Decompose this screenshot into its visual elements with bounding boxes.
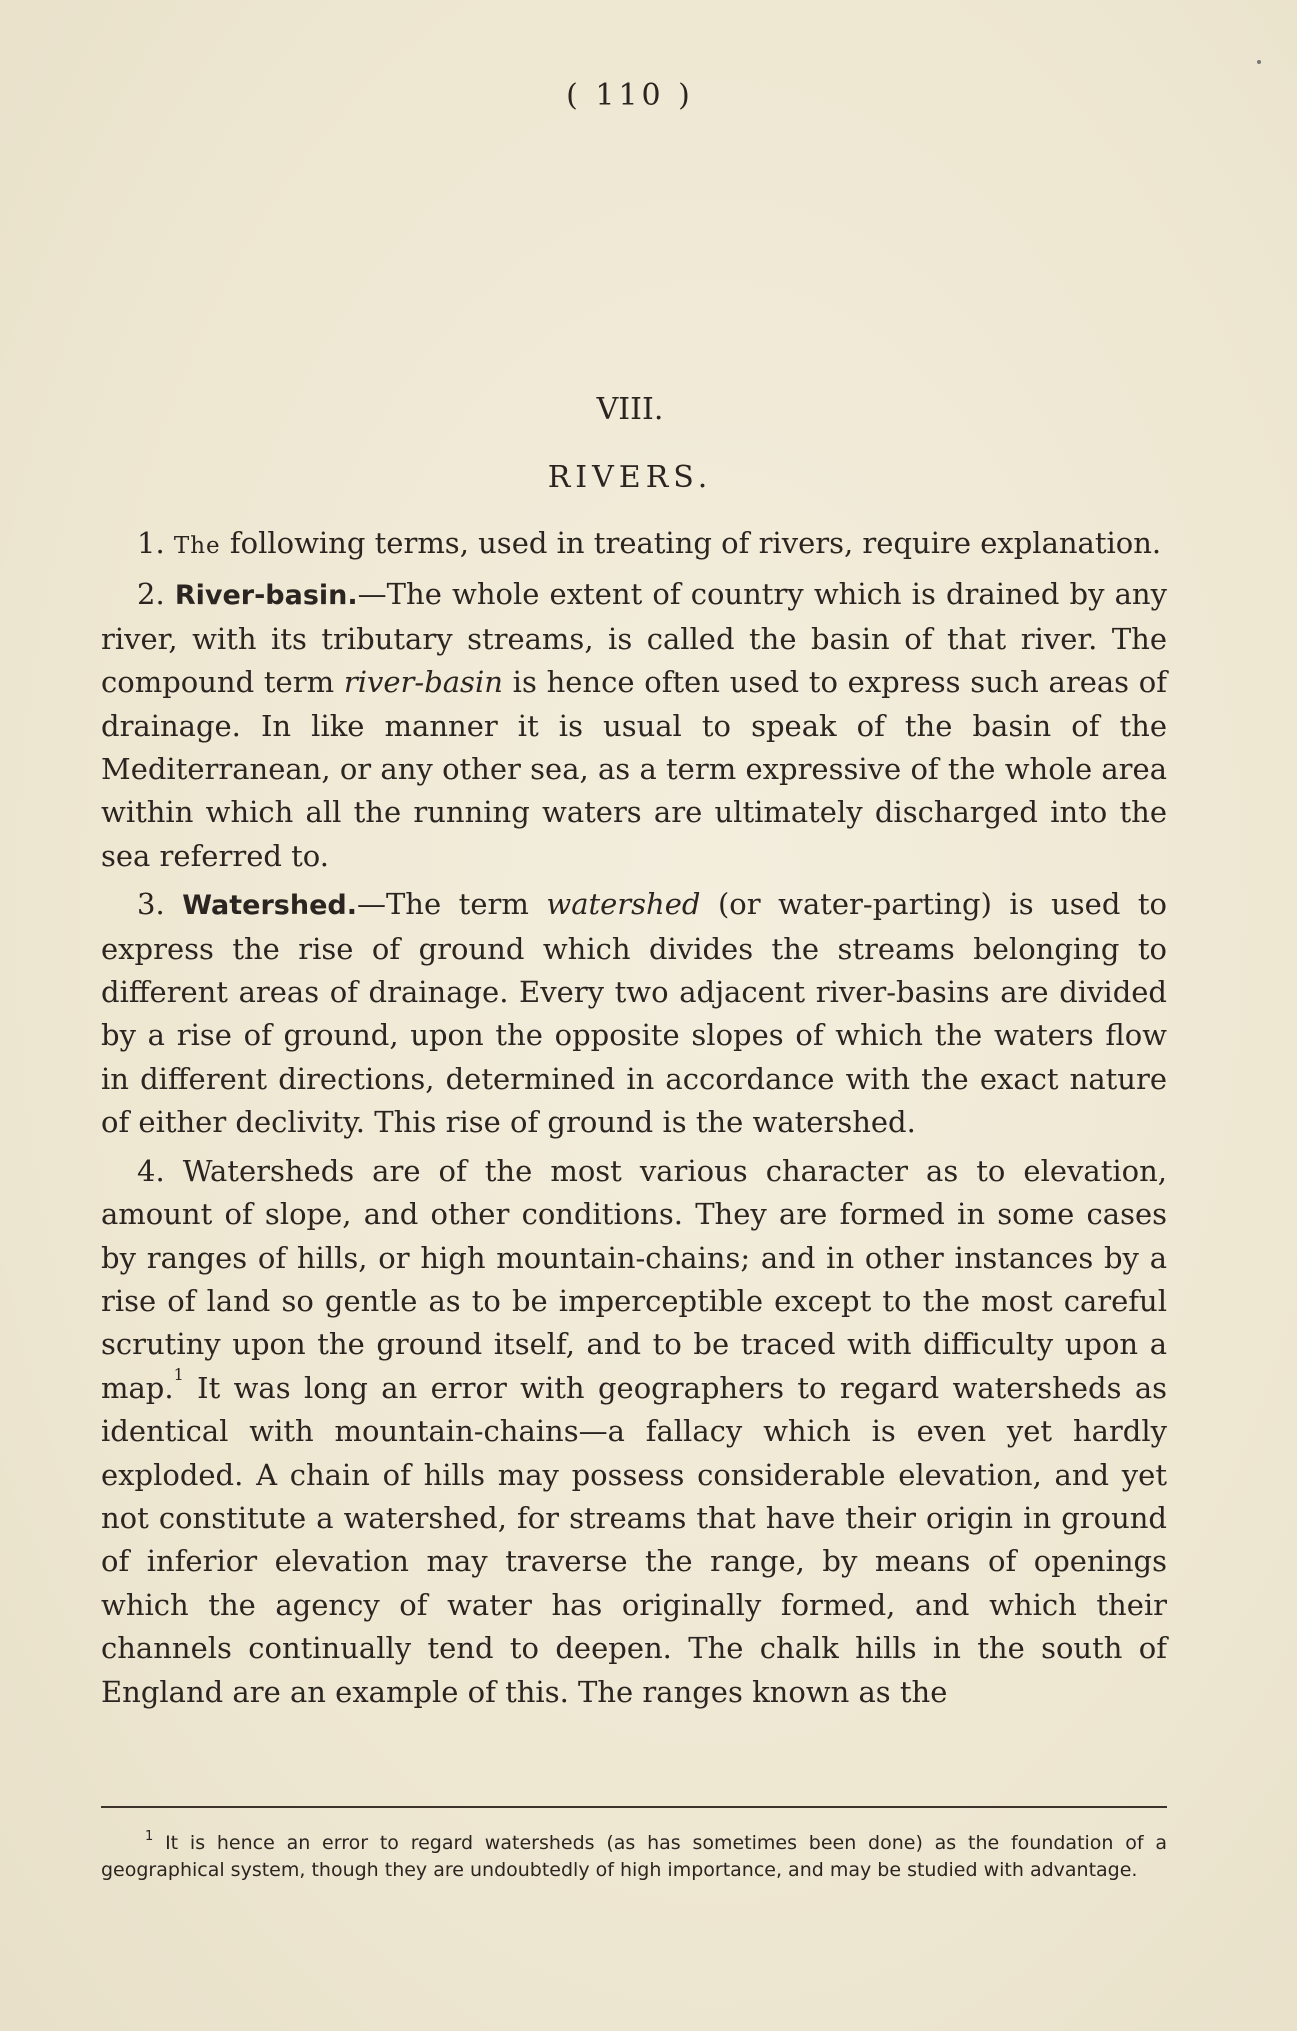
- paragraph-3: [101, 883, 1167, 1144]
- paragraph-2: [101, 573, 1167, 878]
- chapter-number: VIII.: [596, 392, 664, 427]
- paragraph-text: is hence often used to express such areas of drainage. In like manner it is usual to speak of the basin of the Mediterranean, or any other sea, as a term expressive of the whole area within which all the running waters are ultimately discharged into the sea referred to.: [101, 665, 1167, 873]
- paragraph-number: 1.: [137, 526, 165, 560]
- italic-term: river-basin: [343, 665, 503, 700]
- page-number: ( 110 ): [566, 78, 694, 113]
- body-text: [101, 522, 1167, 1719]
- paragraph-number: 2.: [137, 577, 165, 612]
- paragraph-1: [101, 522, 1167, 568]
- paragraph-text: Watersheds are of the most various character as to elevation, amount of slope, and other conditions. They are formed in some cases by ranges of hills, or high mountain-chains; and in other instances by a rise of land so gentle as to be imperceptible except to the most careful scrutiny upon the ground itself, and to be traced with difficulty upon a map.: [101, 1153, 1167, 1405]
- italic-term: watershed: [546, 887, 701, 922]
- paragraph-4: [101, 1150, 1167, 1714]
- footnote-mark: 1: [145, 1829, 154, 1844]
- paragraph-lead-word: The: [173, 533, 221, 559]
- chapter-title: RIVERS.: [547, 460, 713, 495]
- paragraph-text: It was long an error with geographers to regard watersheds as identical with mountain-chains—a fallacy which is even yet hardly exploded. A chain of hills may possess considerable elevation, and yet not constitute a watershed, for streams that have their origin in ground of inferior elevation may traverse the range, by means of openings which the agency of water has originally formed, and which their channels continually tend to deepen. The chalk hills in the south of England are an example of this. The ranges known as the: [101, 1370, 1167, 1709]
- paragraph-text: (or water-parting) is used to express the rise of ground which divides the streams belonging to different areas of drainage. Every two adjacent river-basins are divided by a rise of ground, upon the opposite slopes of which the waters flow in different directions, determined in accordance with the exact nature of either declivity. This rise of ground is the watershed.: [101, 887, 1168, 1140]
- footnote-divider: [101, 1806, 1167, 1808]
- paragraph-text: following terms, used in treating of rivers, require explanation.: [220, 526, 1162, 560]
- paragraph-number: 3.: [137, 887, 165, 922]
- paragraph-number: 4.: [137, 1153, 165, 1188]
- paragraph-text: —The whole extent of country which is drained by any river, with its tributary streams, is called the basin of that river. The compound term: [101, 577, 1167, 700]
- term-heading: Watershed.: [182, 890, 357, 922]
- paragraph-text: —The term: [356, 887, 547, 922]
- term-heading: River-basin.: [174, 580, 358, 612]
- footnote: [101, 1830, 1167, 1884]
- page-speck: [1257, 60, 1261, 64]
- footnote-reference[interactable]: 1: [173, 1364, 184, 1384]
- footnote-text: It is hence an error to regard watersheds (as has sometimes been done) as the foundation of a geographical system, though they are undoubtedly of high importance, and may be studied with advantage.: [101, 1832, 1167, 1881]
